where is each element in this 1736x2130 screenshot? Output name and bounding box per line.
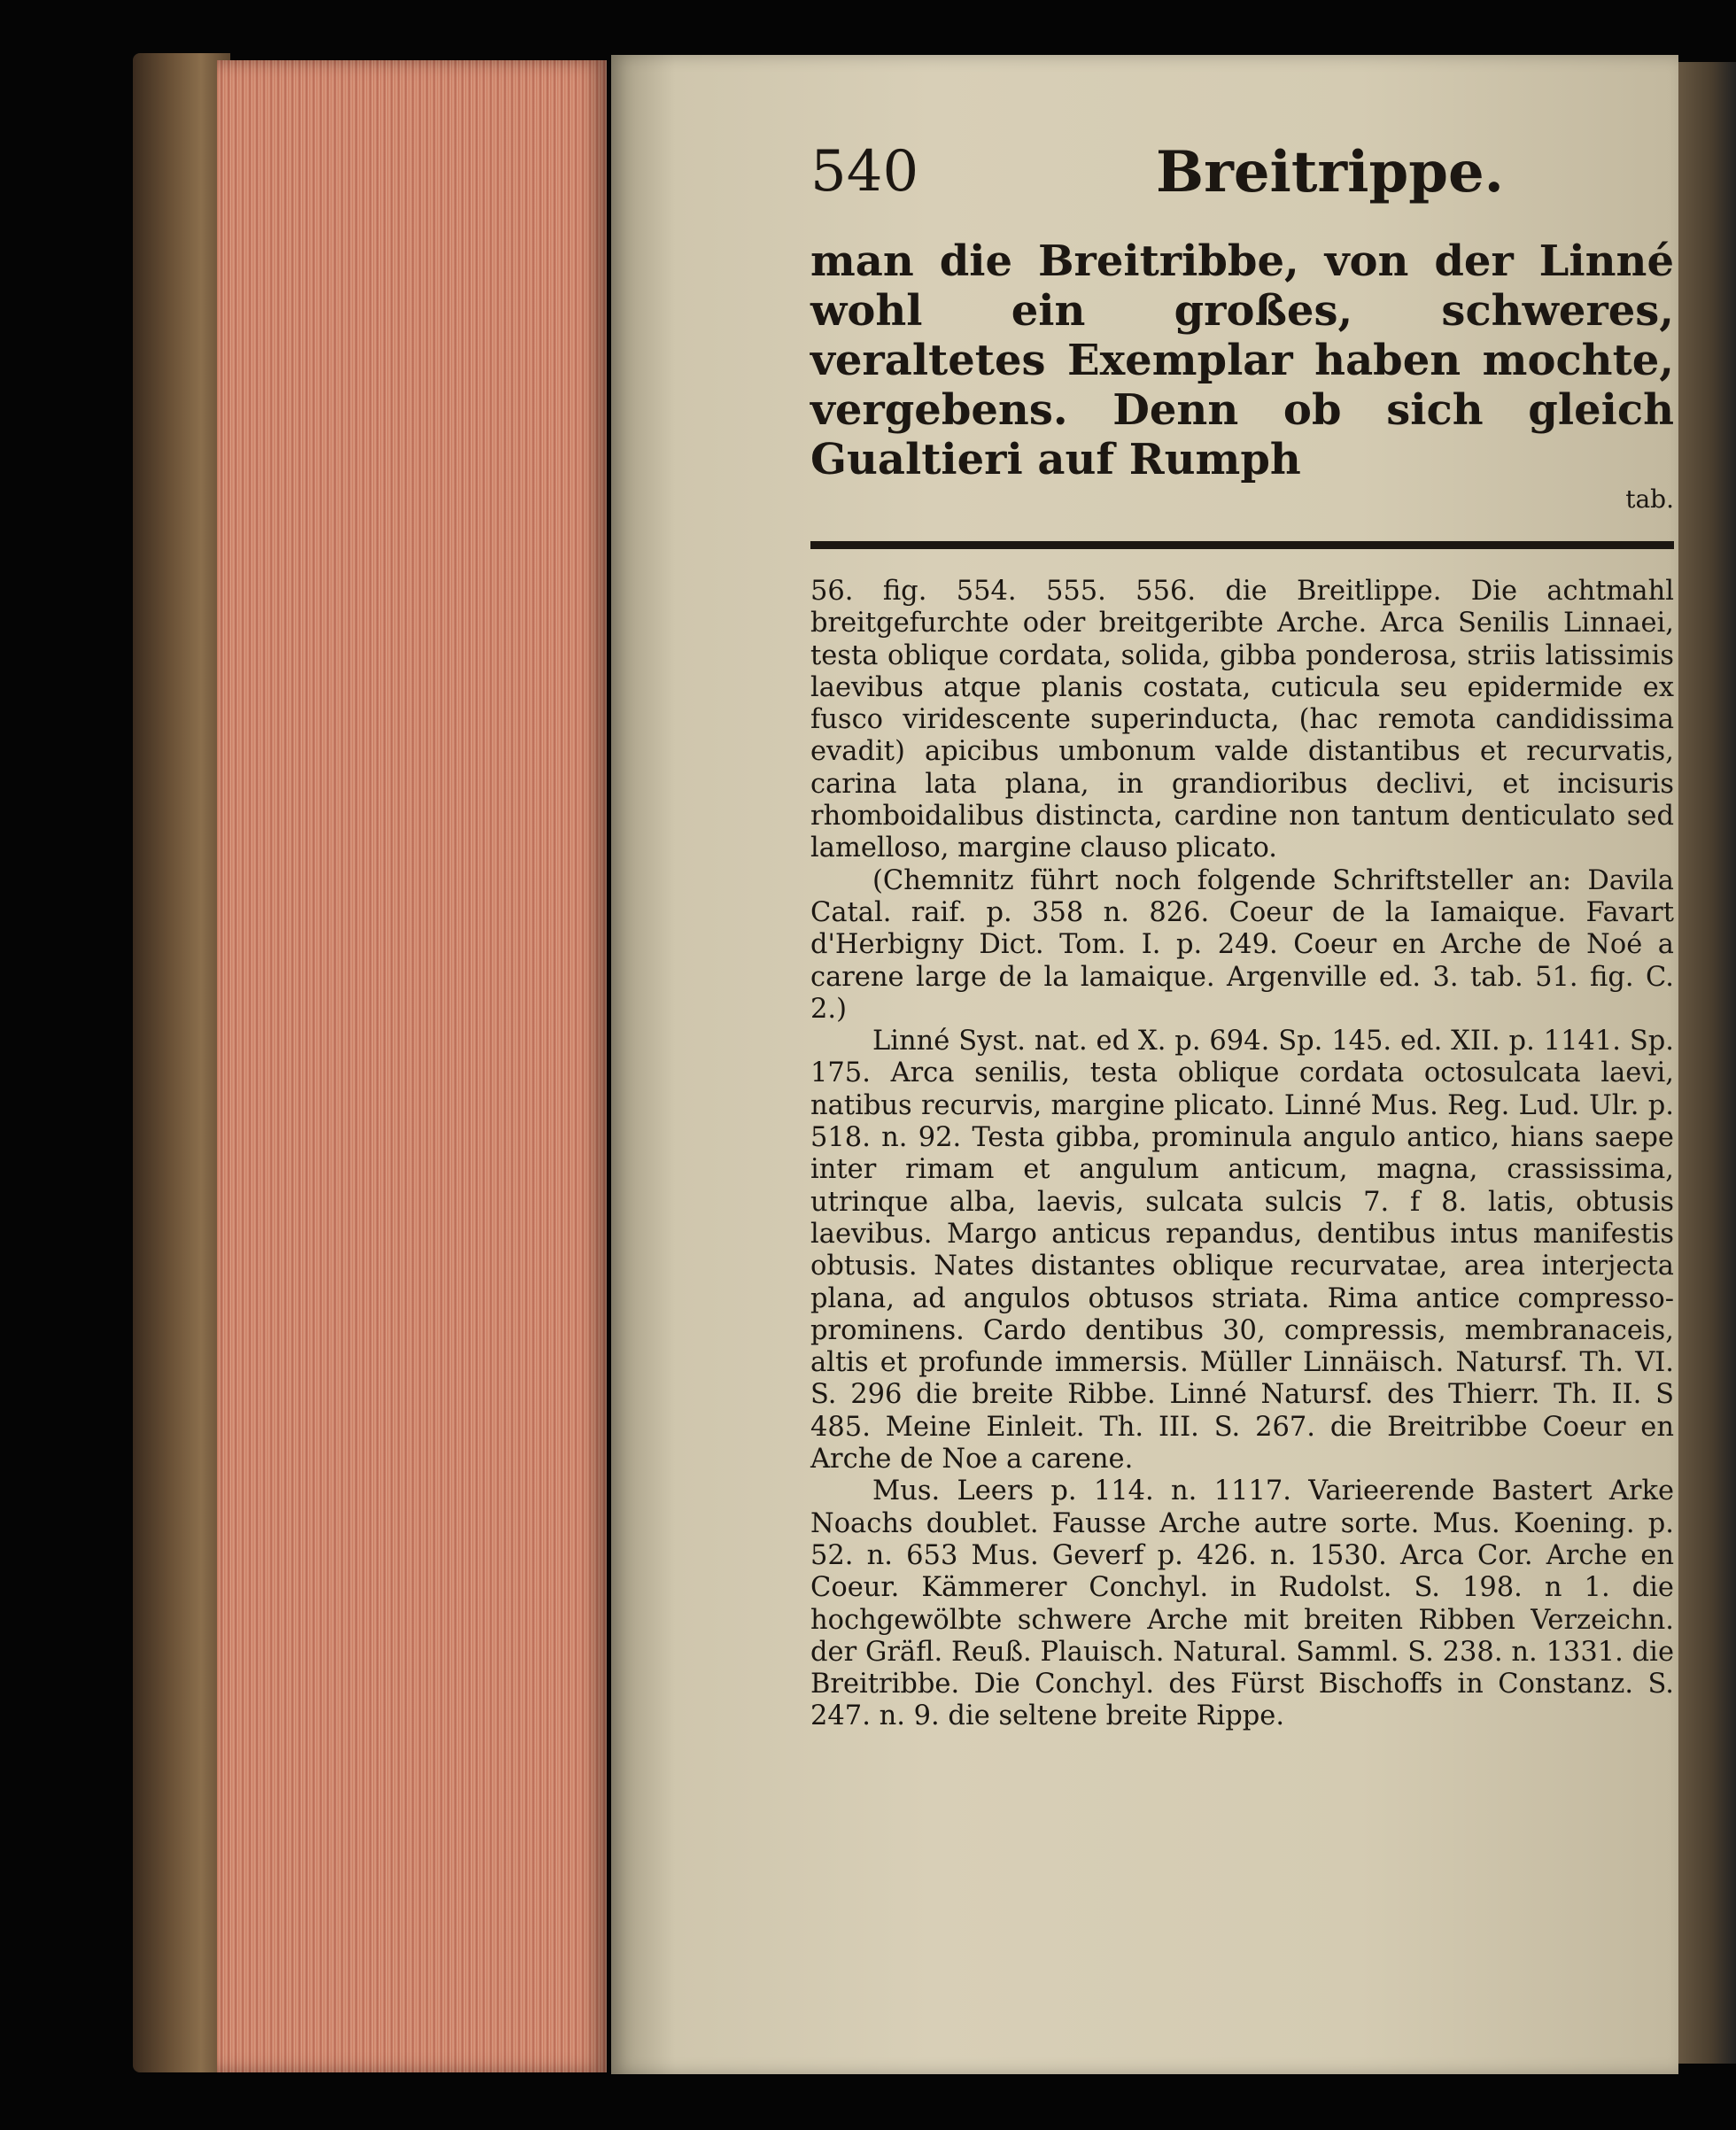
page-number: 540 [810, 139, 919, 205]
paragraph-description: 56. fig. 554. 555. 556. die Breitlippe. Die achtmahl breitgefurchte oder breitgeribte Arche. Arca Senilis Linnaei, testa oblique cordata, solida, gibba ponderosa, striis latissimis laevibus atque planis costata, cuticula seu epidermide ex fusco viridescente superinducta, (hac remota candidissima evadit) apicibus umbonum valde distantibus et recurvatis, carina lata plana, in grandioribus declivi, et incisuris rhomboidalibus distincta, cardine non tantum denticulato sed lamelloso, margine clauso plicato. [810, 576, 1674, 864]
paragraph-linne: Linné Syst. nat. ed X. p. 694. Sp. 145. ed. XII. p. 1141. Sp. 175. Arca senilis, testa oblique cordata octosulcata laevi, natibus recurvis, margine plicato. Linné Mus. Reg. Lud. Ulr. p. 518. n. 92. Testa gibba, prominula angulo antico, hians saepe inter rimam et angulum anticum, magna, crassissima, utrinque alba, laevis, sulcata sulcis 7. f 8. latis, obtusis laevibus. Margo anticus repandus, dentibus intus manifestis obtusis. Nates distantes oblique recurvatae, area interjecta plana, ad angulos obtusos striata. Rima antice compresso-prominens. Cardo dentibus 30, compressis, membranaceis, altis et profunde immersis. Müller Linnäisch. Natursf. Th. VI. S. 296 die breite Ribbe. Linné Natursf. des Thierr. Th. II. S 485. Meine Einleit. Th. III. S. 267. die Breitribbe Coeur en Arche de Noe a carene. [810, 1026, 1674, 1476]
book-cover-left [133, 53, 230, 2072]
horizontal-rule [810, 541, 1674, 549]
book-cover-right [1674, 62, 1736, 2064]
intro-paragraph [810, 236, 1674, 515]
running-head: Breitrippe. [1156, 139, 1504, 205]
book-page [611, 55, 1678, 2074]
body-text [810, 576, 1674, 1733]
paragraph-chemnitz: (Chemnitz führt noch folgende Schriftsteller an: Davila Catal. raif. p. 358 n. 826. Coeur de la Iamaique. Favart d'Herbigny Dict. Tom. I. p. 249. Coeur en Arche de Noé a carene large de la lamaique. Argenville ed. 3. tab. 51. fig. C. 2.) [810, 864, 1674, 1025]
page-header [810, 139, 1674, 236]
page-content [810, 139, 1674, 1999]
intro-text: man die Breitribbe, von der Linné wohl ein großes, schweres, veraltetes Exemplar haben mochte, vergebens. Denn ob sich gleich Gualtieri auf Rumph [810, 236, 1674, 484]
paragraph-museum: Mus. Leers p. 114. n. 1117. Varieerende Bastert Arke Noachs doublet. Fausse Arche autre sorte. Mus. Koening. p. 52. n. 653 Mus. Geverf p. 426. n. 1530. Arca Cor. Arche en Coeur. Kämmerer Conchyl. in Rudolst. S. 198. n 1. die hochgewölbte schwere Arche mit breiten Ribben Verzeichn. der Gräfl. Reuß. Plauisch. Natural. Samml. S. 238. n. 1331. die Breitribbe. Die Conchyl. des Fürst Bischoffs in Constanz. S. 247. n. 9. die seltene breite Rippe. [810, 1476, 1674, 1732]
page-edges [217, 60, 607, 2072]
intro-tail: tab. [1625, 484, 1674, 514]
